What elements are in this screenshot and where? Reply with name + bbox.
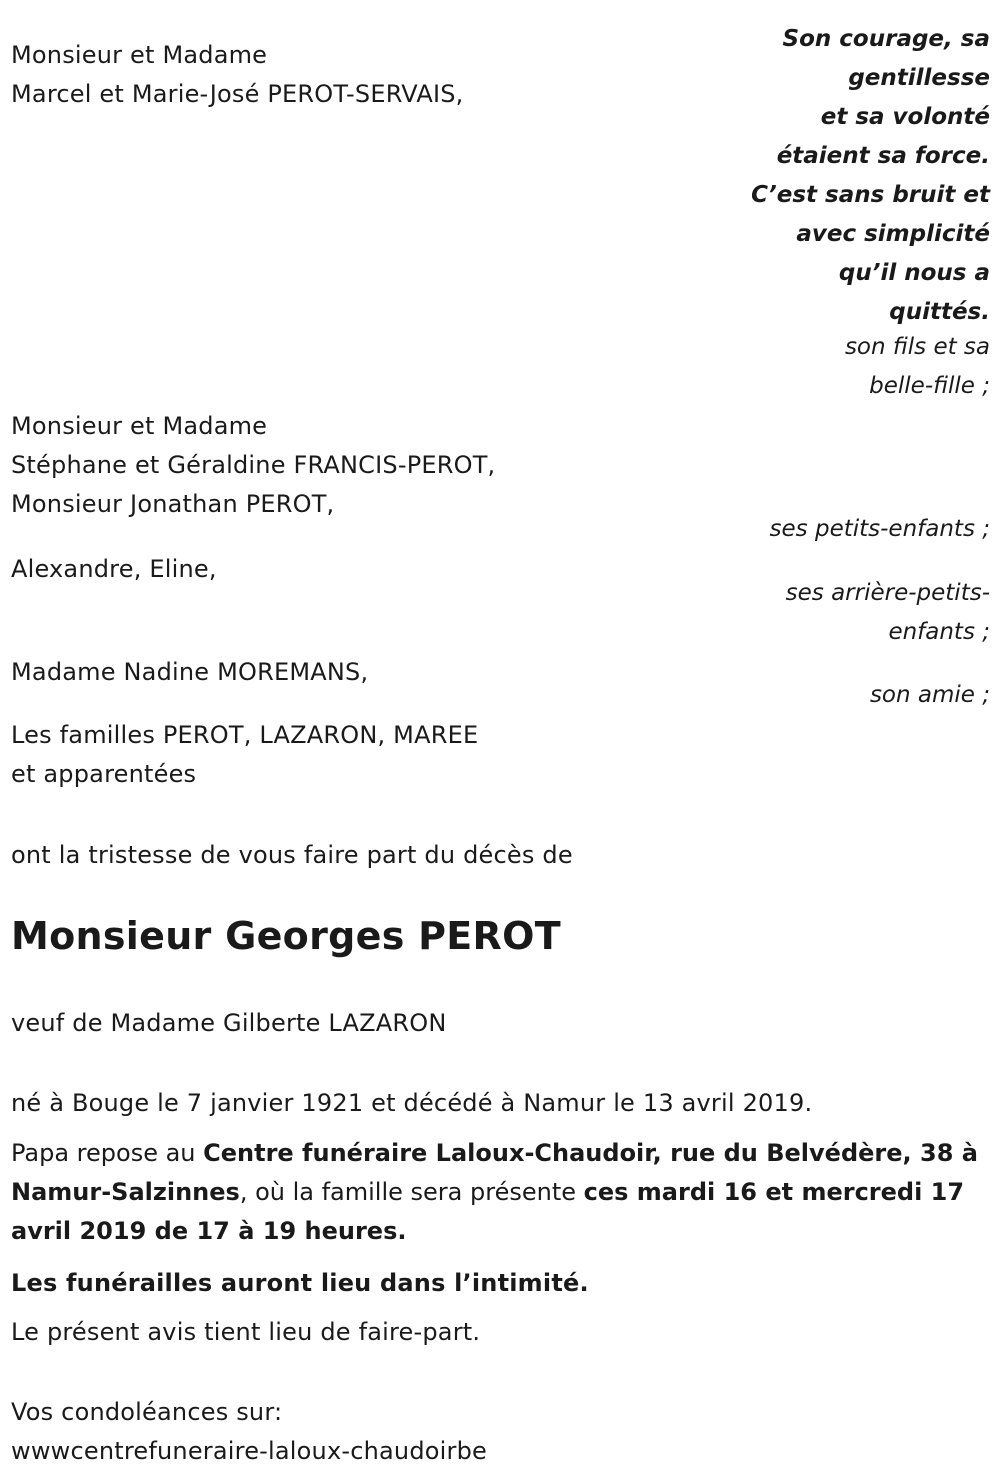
quote-line: avec simplicité (796, 221, 990, 247)
condolences-label: Vos condoléances sur: (11, 1398, 283, 1426)
quote-line: gentillesse (848, 65, 990, 91)
friend-name: Madame Nadine MOREMANS, (11, 658, 369, 686)
great-grandchildren-names: Alexandre, Eline, (11, 555, 217, 583)
quote-line: et sa volonté (820, 104, 990, 130)
families-names: Les familles PEROT, LAZARON, MAREE et apparentées (11, 721, 479, 788)
quote-line: quittés. (889, 299, 990, 325)
grandchildren-names: Monsieur et Madame Stéphane et Géraldine FRANCIS-PEROT, Monsieur Jonathan PEROT, (11, 412, 496, 518)
friend-relation: son amie ; (869, 682, 990, 708)
great-grandchildren-relation: ses arrière-petits- enfants ; (785, 580, 990, 645)
quote-line: qu’il nous a (838, 260, 990, 286)
son-relation: son fils et sa belle-fille ; (844, 334, 990, 399)
visiting-hours: ces mardi 16 et mercredi 17 avril 2019 de 17 à 19 heures. (11, 1178, 965, 1245)
son-names: Monsieur et Madame Marcel et Marie-José PEROT-SERVAIS, (11, 41, 464, 108)
condolences (11, 1393, 487, 1471)
faire-part-notice: Le présent avis tient lieu de faire-part. (11, 1318, 481, 1346)
funeral-home-location: Centre funéraire Laloux-Chaudoir, rue du Belvédère, 38 à Namur-Salzinnes (11, 1139, 978, 1206)
quote-line: C’est sans bruit et (751, 182, 990, 208)
announcement: ont la tristesse de vous faire part du décès de (11, 841, 573, 869)
grandchildren-relation: ses petits-enfants ; (769, 516, 990, 542)
quote-line: étaient sa force. (776, 143, 990, 169)
quote (751, 20, 990, 332)
quote-line: Son courage, sa (782, 26, 990, 52)
widower-line: veuf de Madame Gilberte LAZARON (11, 1009, 447, 1037)
rest-paragraph: Papa repose au Centre funéraire Laloux-Chaudoir, rue du Belvédère, 38 à Namur-Salzinnes, où la famille sera présente ces mardi 16 et mercredi 17 avril 2019 de 17 à 19 heures. (11, 1139, 978, 1245)
deceased-name: Monsieur Georges PEROT (11, 914, 561, 958)
condolences-url: wwwcentrefuneraire-laloux-chaudoirbe (11, 1437, 487, 1465)
birth-death-dates: né à Bouge le 7 janvier 1921 et décédé à Namur le 13 avril 2019. (11, 1089, 813, 1117)
funeral-notice: Les funérailles auront lieu dans l’intimité. (11, 1269, 589, 1297)
